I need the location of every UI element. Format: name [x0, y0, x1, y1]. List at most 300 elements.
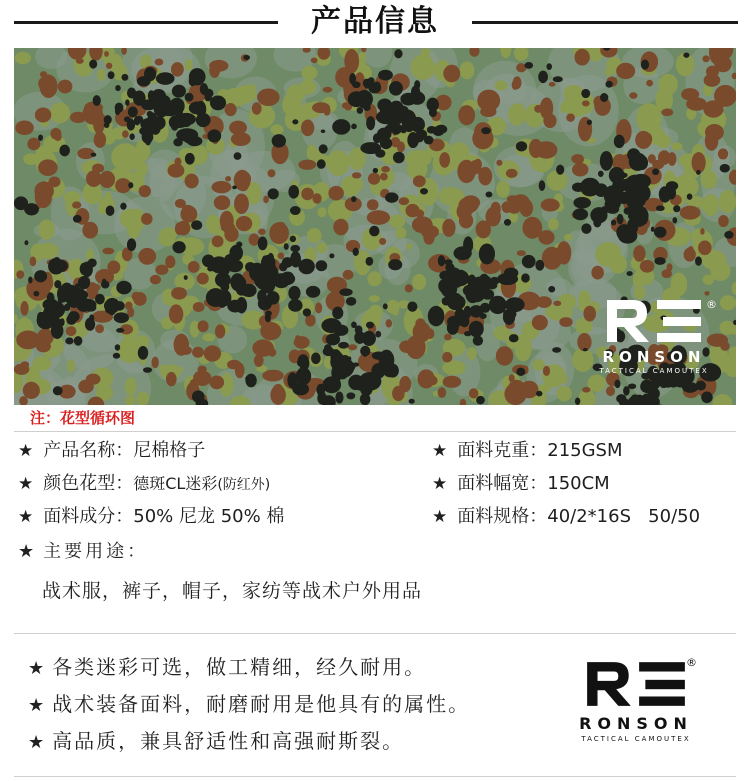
camo-spot — [652, 168, 659, 175]
camo-spot — [168, 164, 185, 178]
camo-spot — [427, 126, 437, 134]
camo-spot — [324, 344, 332, 352]
camo-spot — [351, 124, 357, 130]
camo-spot — [315, 302, 322, 313]
camo-spot — [684, 248, 696, 262]
camo-spot — [189, 76, 197, 86]
camo-spot — [172, 241, 185, 253]
camo-spot — [611, 220, 616, 226]
camo-spot — [609, 167, 625, 184]
camo-spot — [60, 318, 65, 326]
camo-spot — [50, 128, 61, 140]
camo-spot — [616, 224, 631, 240]
camo-spot — [176, 221, 190, 236]
camo-spot — [24, 240, 28, 245]
camo-spot — [509, 334, 519, 342]
camo-spot — [444, 334, 452, 341]
camo-spot — [439, 152, 450, 168]
camo-spot — [180, 206, 197, 223]
camo-spot — [125, 302, 133, 310]
camo-spot — [288, 185, 299, 199]
camo-spot — [576, 155, 584, 164]
camo-spot — [457, 316, 463, 324]
camo-spot — [232, 186, 237, 190]
camo-spot — [48, 177, 60, 188]
camo-spot — [236, 242, 242, 248]
camo-spot — [332, 119, 350, 135]
camo-spot — [15, 52, 31, 64]
camo-spot — [298, 354, 309, 368]
camo-spot — [623, 386, 630, 395]
camo-spot — [399, 197, 410, 205]
camo-spot — [290, 245, 300, 252]
spec-width — [432, 472, 610, 496]
camo-spot — [68, 311, 80, 322]
camo-spot — [429, 108, 437, 117]
camo-spot — [661, 108, 673, 116]
camo-spot — [367, 210, 390, 225]
camo-spot — [453, 246, 471, 260]
camo-spot — [125, 99, 129, 106]
camo-spot — [63, 191, 81, 202]
spec-value: 40/2*16S 50/50 — [547, 506, 701, 527]
camo-spot — [319, 144, 328, 153]
camo-spot — [444, 259, 452, 265]
camo-spot — [95, 324, 104, 333]
camo-spot — [443, 65, 460, 83]
camo-spot — [94, 132, 106, 148]
camo-spot — [347, 54, 354, 60]
camo-spot — [698, 240, 712, 255]
camo-spot — [188, 261, 200, 273]
camo-spot — [38, 219, 54, 240]
brand-logo — [566, 658, 706, 743]
camo-spot — [360, 346, 370, 356]
camo-spot — [536, 297, 542, 303]
camo-spot — [333, 351, 343, 363]
camo-spot — [373, 133, 382, 143]
camo-spot — [629, 153, 647, 171]
camo-spot — [258, 297, 272, 311]
camo-spot — [582, 100, 590, 106]
camo-spot — [348, 344, 357, 350]
camo-spot — [516, 141, 527, 151]
camo-spot — [236, 216, 252, 231]
camo-spot — [538, 71, 548, 84]
spec-value: 150CM — [547, 473, 610, 494]
camo-spot — [16, 270, 24, 279]
camo-spot — [516, 368, 525, 376]
camo-spot — [548, 286, 555, 292]
camo-spot — [707, 105, 716, 114]
camo-spot — [245, 375, 253, 382]
camo-spot — [364, 82, 369, 89]
camo-spot — [424, 136, 434, 145]
camo-spot — [400, 93, 416, 106]
camo-spot — [15, 120, 34, 135]
camo-spot — [327, 150, 349, 176]
camo-spot — [352, 172, 362, 178]
camo-spot — [339, 288, 352, 296]
camo-spot — [452, 297, 462, 309]
camo-spot — [432, 316, 442, 326]
camo-spot — [105, 54, 122, 72]
camo-spot — [127, 119, 135, 131]
camo-spot — [200, 83, 208, 95]
camo-spot — [654, 227, 666, 238]
camo-spot — [272, 134, 286, 147]
brand-name: RONSON — [579, 714, 693, 733]
camo-spot — [191, 220, 202, 230]
camo-spot — [106, 63, 112, 69]
camo-spot — [696, 381, 706, 391]
camo-spot — [16, 330, 40, 349]
camo-spot — [369, 295, 380, 302]
camo-spot — [473, 336, 483, 346]
camo-spot — [557, 386, 572, 401]
camo-spot — [412, 274, 426, 290]
camo-spot — [415, 210, 424, 218]
camo-spot — [128, 106, 138, 117]
spec-product-name — [18, 439, 205, 463]
camo-spot — [48, 258, 64, 275]
camo-spot — [559, 374, 567, 383]
camo-spot — [513, 76, 522, 89]
camo-spot — [546, 63, 552, 70]
camo-spot — [37, 243, 59, 259]
camo-spot — [343, 270, 354, 280]
camo-spot — [539, 180, 546, 191]
camo-spot — [378, 70, 393, 81]
spec-color-pattern — [18, 472, 270, 497]
camo-spot — [229, 245, 243, 261]
camo-spot — [74, 336, 83, 345]
camo-spot — [113, 353, 120, 359]
camo-spot — [261, 272, 266, 277]
camo-spot — [624, 207, 632, 215]
camo-spot — [474, 277, 485, 285]
camo-spot — [210, 95, 226, 110]
camo-spot — [387, 364, 399, 378]
spec-composition — [18, 505, 284, 529]
registered-mark: ® — [686, 656, 697, 669]
camo-spot — [661, 269, 672, 278]
camo-spot — [380, 173, 388, 181]
camo-spot — [184, 275, 188, 280]
camo-spot — [221, 268, 228, 275]
camo-spot — [399, 340, 414, 353]
camo-spot — [135, 160, 148, 177]
camo-spot — [37, 312, 45, 322]
camo-spot — [417, 369, 434, 388]
camo-spot — [670, 273, 687, 296]
camo-spot — [480, 313, 487, 319]
camo-spot — [207, 129, 221, 142]
camo-spot — [197, 273, 209, 285]
spec-value: 50% 尼龙 50% 棉 — [133, 506, 285, 527]
camo-spot — [150, 93, 159, 101]
camo-spot — [394, 49, 402, 58]
camo-spot — [209, 375, 224, 389]
feature-item — [28, 653, 426, 683]
camo-spot — [30, 256, 37, 266]
camo-spot — [704, 291, 709, 296]
camo-spot — [572, 163, 588, 177]
camo-spot — [413, 175, 426, 187]
camo-spot — [143, 118, 155, 133]
camo-spot — [687, 193, 693, 199]
camo-spot — [141, 213, 153, 225]
camo-spot — [150, 275, 161, 285]
star-icon: ★ — [28, 658, 47, 679]
camo-spot — [617, 214, 624, 224]
star-icon: ★ — [18, 541, 38, 562]
camo-spot — [138, 346, 148, 360]
camo-spot — [153, 116, 165, 129]
camo-spot — [605, 81, 612, 88]
camo-spot — [114, 301, 125, 310]
camo-spot — [627, 271, 633, 276]
camo-spot — [701, 392, 713, 404]
camo-spot — [198, 320, 209, 332]
divider — [14, 776, 736, 777]
camo-spot — [187, 136, 203, 146]
camo-spot — [108, 71, 115, 79]
camo-spot — [366, 116, 375, 130]
camo-spot — [50, 103, 70, 124]
camo-spot — [206, 214, 220, 233]
camo-spot — [598, 171, 604, 177]
camo-spot — [386, 300, 399, 314]
camo-spot — [273, 384, 283, 394]
camo-spot — [333, 332, 339, 338]
camo-spot — [419, 96, 425, 101]
camo-spot — [443, 376, 462, 388]
camo-spot — [326, 295, 337, 304]
camo-spot — [24, 203, 39, 215]
camo-spot — [509, 374, 515, 382]
camo-spot — [35, 107, 51, 122]
camo-spot — [467, 347, 477, 360]
camo-spot — [268, 188, 279, 199]
camo-spot — [252, 102, 262, 114]
camo-spot — [557, 241, 572, 265]
camo-spot — [192, 347, 204, 358]
camo-spot — [290, 236, 296, 242]
camo-spot — [442, 360, 466, 375]
camo-spot — [125, 378, 136, 396]
camo-spot — [128, 182, 133, 188]
camo-spot — [503, 309, 516, 320]
camo-spot — [66, 326, 77, 336]
camo-spot — [622, 184, 629, 188]
camo-spot — [23, 382, 40, 399]
camo-spot — [496, 346, 513, 365]
camo-spot — [290, 206, 301, 215]
camo-spot — [155, 265, 168, 275]
camo-spot — [102, 248, 114, 255]
star-icon: ★ — [18, 474, 34, 494]
camo-spot — [262, 370, 283, 382]
camo-spot — [212, 236, 224, 248]
camo-spot — [171, 62, 184, 77]
camo-spot — [587, 120, 592, 125]
camo-spot — [116, 281, 131, 295]
camo-spot — [85, 318, 95, 331]
camo-spot — [268, 253, 274, 263]
camo-spot — [668, 152, 677, 166]
camo-spot — [553, 76, 563, 82]
camo-spot — [514, 48, 529, 61]
camo-spot — [646, 80, 653, 87]
camo-spot — [82, 222, 98, 239]
camo-spot — [652, 160, 664, 170]
camo-spot — [522, 255, 536, 268]
camo-spot — [444, 267, 462, 284]
camo-spot — [389, 215, 405, 228]
camo-spot — [193, 302, 205, 312]
camo-spot — [460, 399, 466, 405]
camo-spot — [640, 260, 655, 273]
spec-label: 面料克重： — [457, 440, 548, 461]
section-header — [0, 0, 750, 44]
camo-spot — [368, 173, 380, 185]
star-icon: ★ — [18, 441, 34, 461]
camo-spot — [442, 297, 451, 306]
feature-item — [28, 727, 404, 757]
camo-spot — [553, 301, 561, 306]
camo-spot — [583, 348, 588, 351]
camo-spot — [89, 59, 97, 68]
camo-spot — [273, 273, 290, 288]
camo-spot — [311, 353, 321, 365]
camo-spot — [718, 148, 728, 159]
camo-spot — [115, 85, 121, 91]
camo-spot — [328, 186, 343, 201]
camo-spot — [606, 386, 615, 396]
camo-spot — [38, 159, 58, 176]
camo-spot — [556, 165, 564, 175]
camo-spot — [496, 160, 502, 166]
spec-yarn-count — [432, 505, 700, 529]
camo-spot — [243, 55, 250, 60]
camo-spot — [392, 386, 405, 401]
camo-spot — [395, 227, 406, 239]
camo-spot — [231, 132, 251, 146]
camo-spot — [78, 276, 90, 289]
camo-spot — [214, 195, 231, 210]
camo-spot — [120, 209, 141, 229]
spec-label: 面料规格： — [457, 506, 548, 527]
camo-spot — [368, 77, 375, 83]
camo-spot — [522, 217, 542, 239]
camo-spot — [104, 115, 112, 124]
camo-spot — [288, 299, 302, 312]
camo-spot — [560, 102, 566, 113]
camo-spot — [115, 344, 121, 350]
camo-spot — [442, 352, 452, 363]
camo-spot — [388, 259, 402, 270]
camo-spot — [346, 392, 355, 399]
camo-spot — [438, 255, 445, 266]
camo-spot — [672, 217, 677, 223]
camo-spot — [289, 379, 297, 386]
camo-spot — [235, 363, 245, 379]
camo-spot — [67, 359, 75, 372]
camo-spot — [702, 55, 709, 62]
camo-spot — [353, 362, 360, 366]
camo-spot — [227, 300, 243, 313]
camo-spot — [364, 334, 373, 342]
camo-spot — [347, 356, 351, 360]
camo-spot — [93, 95, 101, 106]
camo-spot — [211, 181, 231, 193]
pattern-note: 注：花型循环图 — [30, 409, 136, 427]
camo-spot — [481, 127, 491, 134]
camo-spot — [656, 205, 665, 211]
camo-spot — [284, 243, 289, 250]
camo-spot — [268, 169, 276, 177]
star-icon: ★ — [432, 507, 448, 527]
re-monogram-icon — [599, 296, 709, 346]
camo-spot — [86, 374, 101, 385]
camo-spot — [566, 113, 575, 121]
camo-spot — [33, 291, 39, 296]
camo-spot — [234, 152, 242, 160]
camo-spot — [335, 391, 343, 403]
camo-spot — [356, 90, 373, 108]
camo-spot — [254, 354, 264, 367]
camo-spot — [638, 216, 648, 225]
camo-spot — [204, 345, 221, 361]
camo-spot — [258, 228, 266, 234]
camo-spot — [185, 174, 199, 189]
feature-text: 高品质，兼具舒适性和高强耐斯裂。 — [52, 729, 405, 753]
camo-spot — [671, 142, 682, 150]
camo-spot — [120, 203, 126, 210]
camo-spot — [296, 367, 311, 385]
camo-spot — [590, 207, 607, 223]
camo-spot — [263, 196, 269, 203]
camo-spot — [610, 187, 616, 192]
camo-spot — [317, 159, 326, 169]
camo-spot — [383, 303, 388, 309]
camo-spot — [641, 380, 652, 390]
camo-spot — [373, 168, 378, 173]
star-icon: ★ — [432, 441, 448, 461]
camo-spot — [101, 281, 110, 289]
camo-spot — [178, 91, 182, 95]
camo-spot — [700, 170, 717, 189]
camo-spot — [546, 170, 567, 191]
camo-spot — [358, 51, 366, 62]
feature-text: 各类迷彩可选，做工精细，经久耐用。 — [52, 655, 427, 679]
camo-spot — [389, 101, 403, 115]
spec-weight — [432, 439, 623, 463]
camo-spot — [38, 134, 43, 140]
camo-spot — [573, 197, 591, 209]
camo-spot — [351, 196, 356, 202]
camo-spot — [529, 139, 543, 158]
camo-spot — [166, 372, 177, 387]
camo-spot — [307, 145, 317, 160]
camo-spot — [564, 234, 573, 241]
camo-spot — [703, 194, 719, 216]
camo-spot — [175, 199, 186, 208]
spec-value: 德斑CL迷彩 — [133, 474, 218, 493]
camo-spot — [393, 152, 405, 164]
camo-spot — [485, 207, 500, 227]
